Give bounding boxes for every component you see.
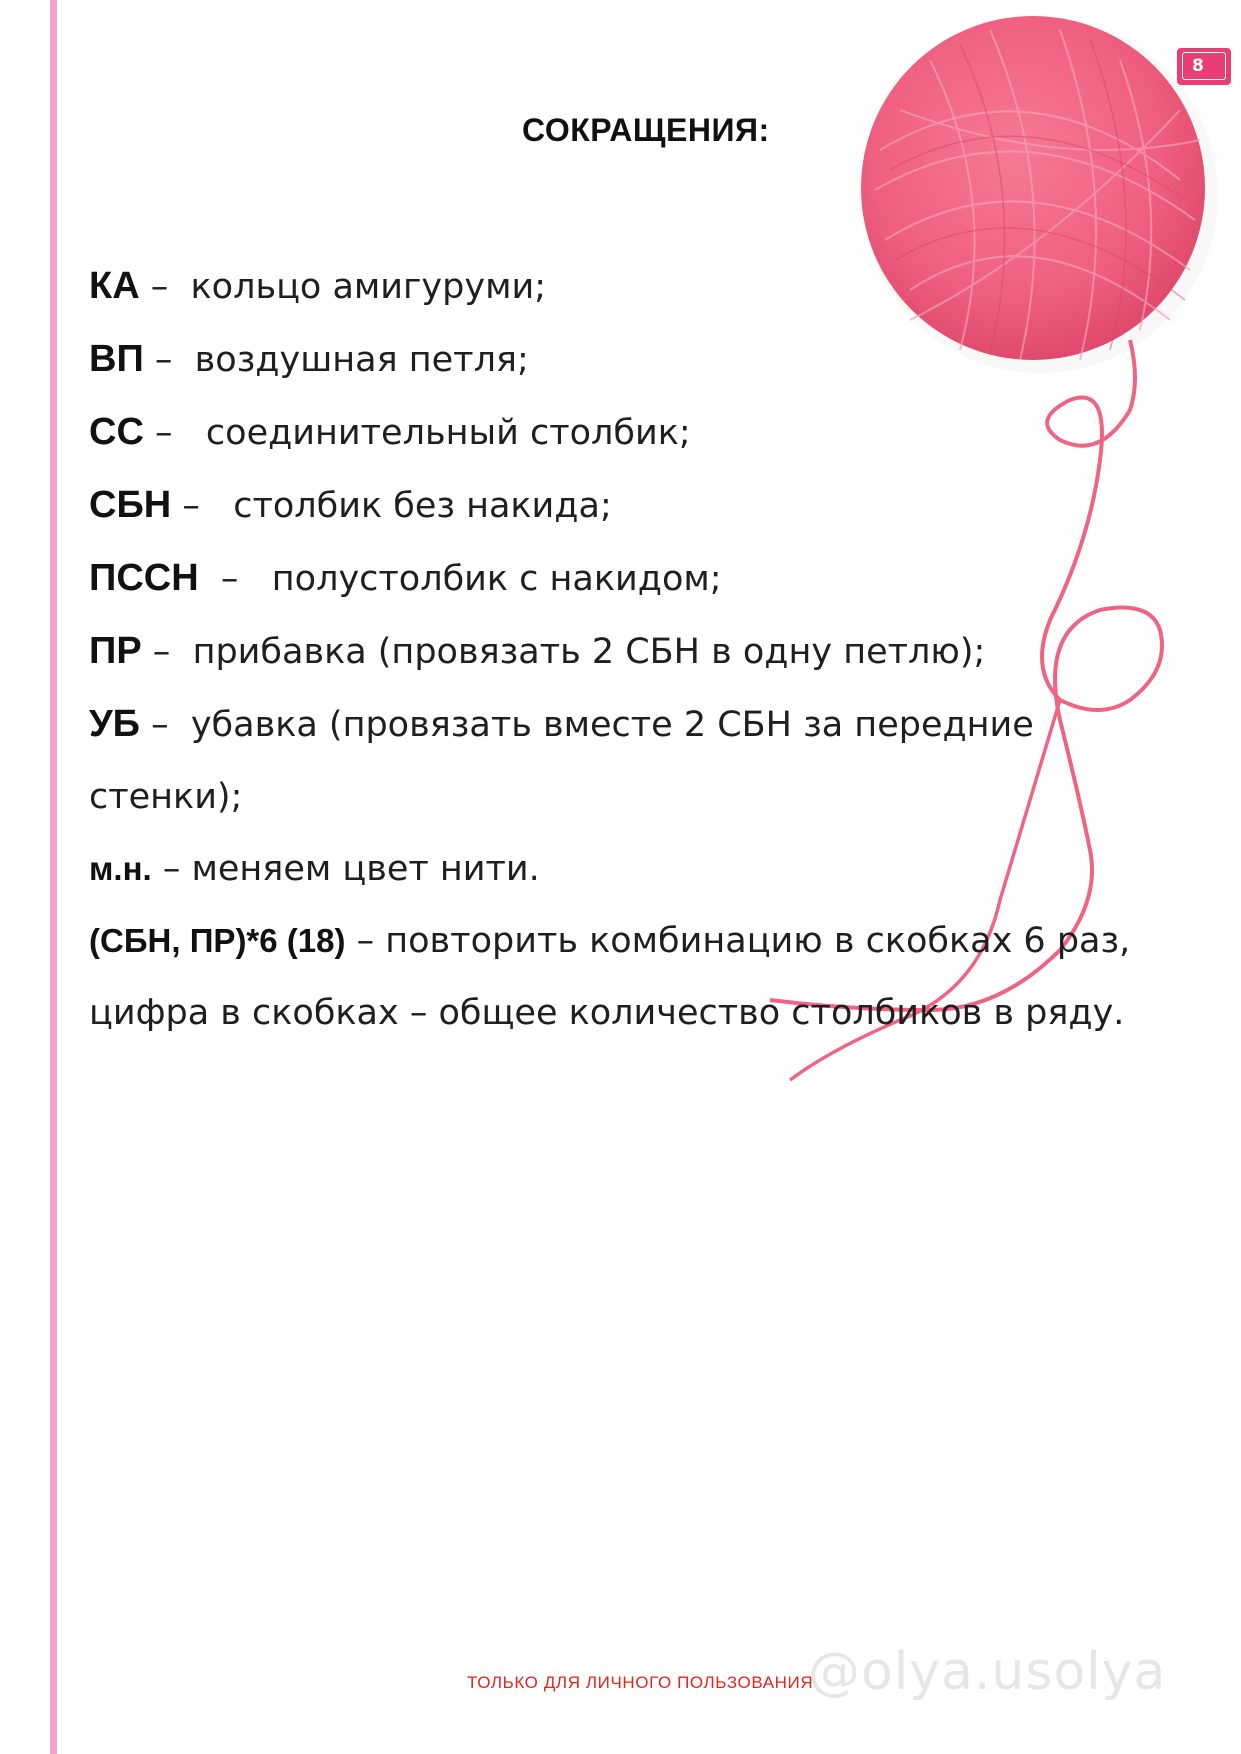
abbreviation-item xyxy=(89,905,1179,1049)
abbreviation-term: (СБН, ПР)*6 (18) xyxy=(89,922,346,959)
abbreviation-item xyxy=(89,469,1189,542)
page-title: СОКРАЩЕНИЯ: xyxy=(522,112,770,148)
abbreviation-term: СБН xyxy=(89,484,172,526)
abbreviation-term: м.н. xyxy=(89,850,152,887)
abbreviation-item xyxy=(89,688,1089,833)
abbreviation-item xyxy=(89,250,1189,323)
abbreviation-dash: – xyxy=(198,559,272,599)
page-number-badge xyxy=(1177,48,1231,85)
abbreviation-item xyxy=(89,323,1189,396)
personal-use-notice: ТОЛЬКО ДЛЯ ЛИЧНОГО ПОЛЬЗОВАНИЯ xyxy=(467,1673,814,1692)
abbreviation-term: СС xyxy=(89,411,144,453)
abbreviation-definition: меняем цвет нити. xyxy=(191,849,540,889)
abbreviation-term: ПР xyxy=(89,630,142,672)
abbreviation-item xyxy=(89,615,1189,688)
abbreviation-definition: кольцо амигуруми; xyxy=(190,267,547,307)
abbreviation-definition: убавка (провязать вместе 2 СБН за передние стенки); xyxy=(89,705,1034,817)
abbreviation-definition: воздушная петля; xyxy=(194,340,529,380)
abbreviation-dash: – xyxy=(141,632,193,672)
abbreviation-item xyxy=(89,396,1189,469)
abbreviation-term: ПССН xyxy=(89,557,199,599)
abbreviation-definition: полустолбик с накидом; xyxy=(271,559,722,599)
abbreviation-term: ВП xyxy=(89,338,144,380)
abbreviation-dash: – xyxy=(143,340,195,380)
page-number: 8 xyxy=(1182,52,1226,80)
abbreviation-dash: – xyxy=(139,705,191,745)
abbreviation-term: УБ xyxy=(89,703,140,745)
abbreviation-dash: – xyxy=(151,849,192,889)
abbreviation-dash: – xyxy=(345,921,386,961)
abbreviation-definition: повторить комбинацию в скобках 6 раз, цифра в скобках – общее количество столбиков в ряду. xyxy=(89,921,1131,1033)
abbreviation-dash: – xyxy=(143,413,206,453)
left-accent-stripe xyxy=(50,0,57,1754)
abbreviation-list xyxy=(89,250,1189,1049)
abbreviation-term: КА xyxy=(89,265,140,307)
abbreviation-definition: прибавка (провязать 2 СБН в одну петлю); xyxy=(192,632,986,672)
abbreviation-item xyxy=(89,833,1189,905)
abbreviation-dash: – xyxy=(171,486,234,526)
abbreviation-definition: соединительный столбик; xyxy=(205,413,691,453)
author-watermark: @olya.usolya xyxy=(808,1642,1167,1702)
abbreviation-item xyxy=(89,542,1189,615)
abbreviation-definition: столбик без накида; xyxy=(233,486,612,526)
abbreviation-dash: – xyxy=(139,267,191,307)
